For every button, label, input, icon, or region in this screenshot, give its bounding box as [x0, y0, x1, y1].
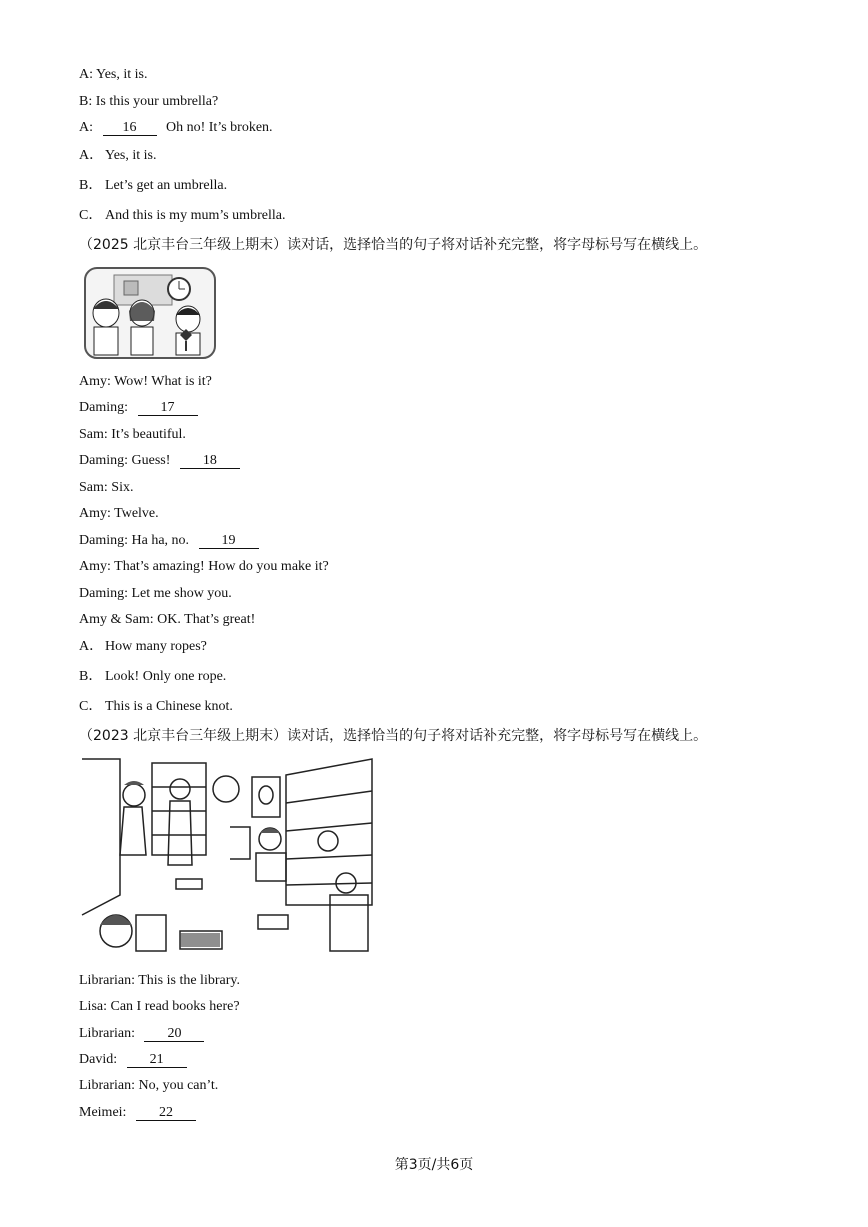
dialog-line: Daming: Let me show you.	[79, 586, 232, 601]
option-text: Look! Only one rope.	[105, 669, 227, 684]
dialog-line: Amy: Wow! What is it?	[79, 374, 212, 389]
dialog-line: Librarian: No, you can’t.	[79, 1078, 219, 1093]
dialog-line: Amy: That’s amazing! How do you make it?	[79, 559, 329, 574]
option-letter: A．	[79, 639, 104, 654]
speaker: David:	[79, 1052, 118, 1067]
option-letter: A．	[79, 148, 104, 163]
option-a	[79, 147, 157, 165]
dialog-line: Librarian: This is the library.	[79, 973, 240, 988]
answer-blank-20[interactable]: 20	[144, 1027, 204, 1042]
dialog-line	[79, 1104, 196, 1122]
dialog-line: Amy & Sam: OK. That’s great!	[79, 612, 256, 627]
option-a	[79, 638, 207, 656]
dialog-line: B: Is this your umbrella?	[79, 94, 219, 109]
option-letter: B．	[79, 178, 103, 193]
dialog-line: Sam: Six.	[79, 480, 134, 495]
speaker: Librarian:	[79, 1026, 135, 1041]
option-text: Let’s get an umbrella.	[105, 178, 228, 193]
speaker: Daming: Ha ha, no.	[79, 533, 190, 548]
dialog-text: Oh no! It’s broken.	[166, 120, 273, 135]
answer-blank-17[interactable]: 17	[138, 401, 198, 416]
speaker: Daming:	[79, 400, 128, 415]
option-letter: C．	[79, 699, 103, 714]
dialog-line	[79, 399, 198, 417]
dialog-line: Lisa: Can I read books here?	[79, 999, 240, 1014]
page-number: 第3页/共6页	[394, 1157, 474, 1173]
option-letter: B．	[79, 669, 103, 684]
library-illustration	[80, 755, 376, 962]
dialog-line	[79, 452, 240, 470]
dialog-line: Sam: It’s beautiful.	[79, 427, 186, 442]
dialog-line	[79, 1025, 204, 1043]
answer-blank-18[interactable]: 18	[180, 454, 240, 469]
speaker: Daming: Guess!	[79, 453, 171, 468]
option-text: Yes, it is.	[105, 148, 157, 163]
dialog-line	[79, 119, 273, 137]
dialog-line: A: Yes, it is.	[79, 67, 148, 82]
option-text: How many ropes?	[105, 639, 207, 654]
dialog-line: Amy: Twelve.	[79, 506, 159, 521]
speaker: Meimei:	[79, 1105, 127, 1120]
option-b	[79, 668, 226, 686]
answer-blank-16[interactable]: 16	[103, 121, 157, 136]
speaker: A:	[79, 120, 93, 135]
option-c	[79, 207, 285, 225]
question-header: （2025 北京丰台三年级上期末）读对话，选择恰当的句子将对话补充完整，将字母标号写在横线上。	[79, 237, 708, 253]
option-text: And this is my mum’s umbrella.	[105, 208, 286, 223]
dialog-line	[79, 1051, 187, 1069]
option-text: This is a Chinese knot.	[105, 699, 233, 714]
option-b	[79, 177, 227, 195]
dialog-line	[79, 532, 259, 550]
question-header: （2023 北京丰台三年级上期末）读对话，选择恰当的句子将对话补充完整，将字母标号写在横线上。	[79, 728, 708, 744]
answer-blank-22[interactable]: 22	[136, 1106, 196, 1121]
answer-blank-19[interactable]: 19	[199, 534, 259, 549]
answer-blank-21[interactable]: 21	[127, 1053, 187, 1068]
option-letter: C．	[79, 208, 103, 223]
option-c	[79, 698, 233, 716]
chinese-knot-illustration	[84, 267, 216, 359]
